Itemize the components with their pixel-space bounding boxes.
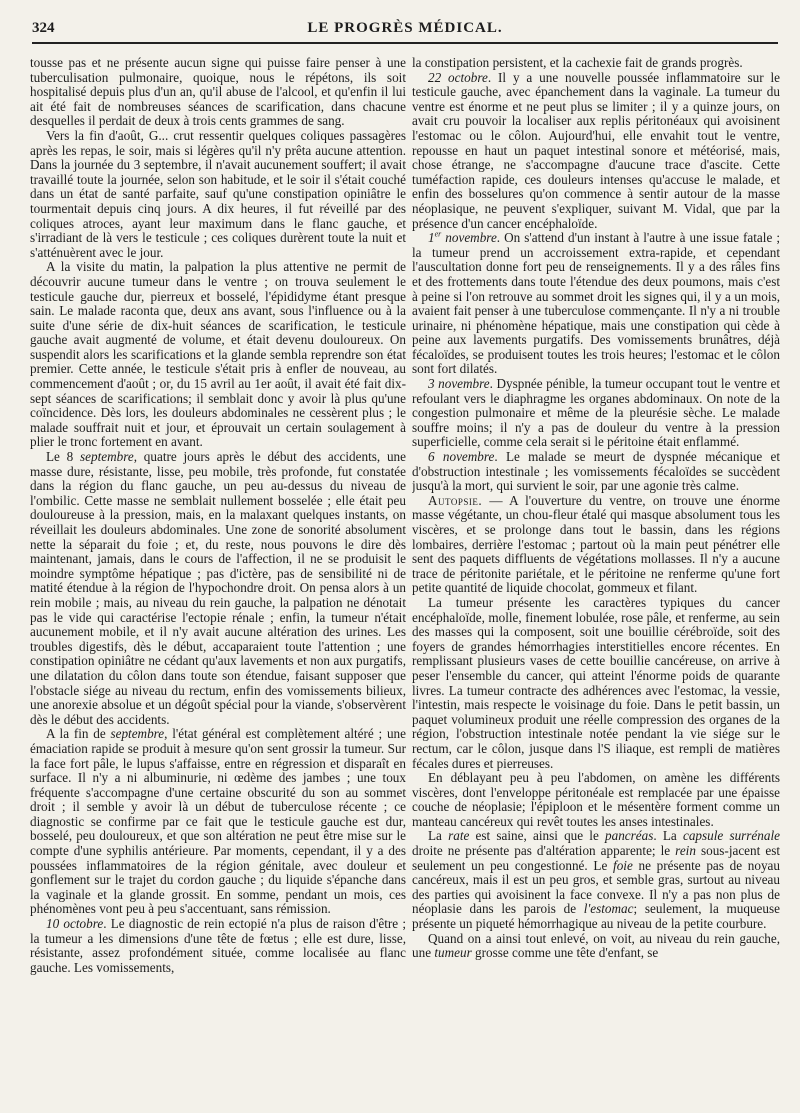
date-label — [428, 230, 497, 245]
organ-term: pancréas — [605, 828, 654, 844]
organ-term: tumeur — [434, 945, 472, 961]
paragraph: la constipation persistent, et la cachexie fait de grands progrès. — [412, 56, 743, 70]
text-run: . Il y a une nouvelle poussée inflammatoire sur le testicule gauche, avec épanchement dans la vaginale. La tumeur du ventre est énorme et ne peut plus se limiter ; il y a quinze jours, on avait cru pouvoir la localiser aux replis péritonéaux qui avoisinent l'estomac ou le côlon. Aujourd'hui, elle envahit tout le ventre, repousse en haut un paquet intestinal sonore et météorisé, mais, chose étrange, ne s'accompagne d'aucune trace d'ascite. Cette tuméfaction rapide, ces douleurs intenses qu'accuse le malade, et enfin des bosselures qu'on commence à sentir autour de la masse néoplasique, ne peuvent s'expliquer, suivant M. Vidal, que par la présence d'un cancer encéphaloïde. — [412, 69, 780, 231]
date-day: 1 — [428, 230, 435, 246]
organ-term: foie — [613, 857, 633, 873]
left-column — [30, 56, 406, 1091]
text-run: Quand on a ainsi tout enlevé, on voit, au niveau du rein gauche, une — [412, 930, 780, 961]
right-column — [412, 56, 780, 1091]
text-run: sous-jacent est seulement un peu congestionné. Le — [412, 843, 780, 873]
date-month: novembre — [441, 230, 497, 246]
ordinal-suffix: er — [434, 229, 442, 239]
paragraph: A la visite du matin, la palpation la plus attentive ne permit de découvrir aucune tumeur dans le ventre ; on trouva seulement le testicule gauche dur, pierreux et bosselé, l'épididyme étant presque sain. Le malade raconta que, deux ans avant, sous l'influence ou à la suite d'une série de dix-huit séances de scarification, le testicule gauche avait augmenté de volume, et était devenu douloureux. On suspendit alors les scarifications et la glande sembla reprendre son état premier. Cette année, le testicule s'était pris à enfler de nouveau, au commencement d'août ; or, du 15 avril au 1er août, il avait été fait dix-sept séances de scarifications; il semblait donc y avoir là plus qu'une coïncidence. Dès lors, les douleurs abdominales ne cessèrent plus ; le malade souffrait nuit et jour, et éprouvait un certain soulagement à plier le tronc fortement en avant. — [30, 259, 406, 450]
paragraph: Vers la fin d'août, G... crut ressentir quelques coliques passagères après les repas, le soir, mais si légères qu'il n'y prêta aucune attention. Dans la journée du 3 septembre, il n'avait aucunement souffert; il avait travaillé toute la journée, selon son habitude, et le soir il s'était couché dans un état de santé parfaite, sauf qu'une constipation opiniâtre le tourmentait depuis cinq jours. A dix heures, il fut réveillé par des coliques atroces, ayant leur maximum dans le flanc gauche, et s'irradiant de là vers le testicule ; ces coliques durèrent toute la nuit et s'atténuèrent avec le jour. — [30, 127, 406, 260]
paragraph — [412, 932, 780, 961]
journal-title: LE PROGRÈS MÉDICAL. — [307, 20, 503, 36]
paragraph — [412, 450, 780, 494]
text-run: droite ne présente pas d'altération apparente; le — [412, 843, 676, 859]
text-run: ne présente pas de noyau cancéreux, mais il est un peu gros, et semble gras, surtout au niveau des parties qui avoisinent la face convexe. Il n'y a pas non plus de néoplasie dans les parois de — [412, 857, 780, 917]
organ-term: capsule surrénale — [682, 828, 780, 844]
date-label: septembre — [110, 726, 165, 742]
organ-term: rein — [675, 843, 696, 859]
text-run: . Le diagnostic de rein ectopié n'a plus de raison d'être ; la tumeur a les dimensions d'une tête de fœtus ; elle est dure, lisse, résistante, assez profondément située, comme localisée au flanc gauche. Les vomissements, — [30, 916, 406, 975]
text-run: Le 8 — [46, 449, 81, 465]
organ-term: l'estomac — [583, 901, 634, 917]
text-run: La — [428, 828, 449, 844]
text-run: . On s'attend d'un instant à l'autre à une issue fatale ; la tumeur prend un accroissement extra-rapide, et cependant l'auscultation donne fort peu de renseignements. Il y a des râles fins et des frottements dans toute l'étendue des deux poumons, mais c'est à peine si l'on retrouve au sommet droit les signes qui, il y a un mois, avaient fait penser à une tuberculose commençante. Il n'y a ni trouble urinaire, ni phénomène hépatique, mais une constipation qui cède à peine aux lavements purgatifs. Des vomissements brunâtres, déjà fécaloïdes, se produisent toutes les trois heures; l'estomac et le côlon sont fort dilatés. — [412, 230, 780, 377]
paragraph: La tumeur présente les caractères typiques du cancer encéphaloïde, molle, finement lobulée, rose pâle, et renferme, au sein des masses qui la composent, soit une bouillie cérébroïde, soit des foyers de grandes hémorrhagies interstitielles encore récentes. En remplissant plusieurs vases de cette bouillie cancéreuse, on arrive à peser l'ensemble du cancer, qui atteint l'énorme poids de quarante livres. La tumeur contracte des adhérences avec l'estomac, la vessie, l'intestin, mais respecte le voisinage du foie. Dans le petit bassin, un paquet volumineux produit une réelle compression des organes de la région, l'obstruction intestinale notée pendant la vie siége sur le rectum, car le côlon, jusque dans l'S iliaque, est rempli de matières fécales dures et pierreuses. — [412, 594, 780, 771]
paragraph: En déblayant peu à peu l'abdomen, on amène les différents viscères, dont l'enveloppe péritonéale est remplacée par une épaisse couche de néoplasie; l'épiploon et le mésentère forment comme un manteau cancéreux qui revêt toutes les anses intestinales. — [412, 770, 780, 829]
text-run: ; seulement, la muqueuse présente un piqueté hémorrhagique au niveau de la petite courbure. — [412, 901, 780, 932]
date-label: 3 novembre — [428, 376, 490, 392]
page-number: 324 — [32, 20, 55, 36]
text-run: est saine, ainsi que le — [469, 828, 606, 844]
paragraph — [412, 494, 780, 596]
text-run: A la fin de — [46, 726, 111, 742]
paragraph — [412, 231, 780, 377]
organ-term: rate — [448, 828, 470, 844]
paragraph — [412, 829, 780, 931]
date-label: septembre — [80, 449, 134, 465]
paragraph — [30, 727, 406, 917]
paragraph — [30, 450, 406, 727]
text-run: , l'état général est complètement altéré ; une émaciation rapide se produit à mesure qu'on sent grossir la tumeur. Sur la face fort pâle, le lupus s'affaisse, entre en régression et disparaît en surface. Il n'y a ni albuminurie, ni œdème des jambes ; une toux fréquente s'accompagne d'une certaine obscurité du son au sommet droit ; il semble y avoir là un début de tuberculose récente ; ce diagnostic se confirme par ce fait que le testicule gauche est dur, bosselé, peu douloureux, et que son altération ne peut être mise sur le compte d'une syphilis antérieure. Par moments, cependant, il y a des poussées inflammatoires de la région génitale, avec douleur et gonflement sur le trajet du cordon gauche ; du liquide s'épanche dans la vaginale et la glande grossit. En somme, pendant un mois, ces phénomènes vont peu à peu s'accentuant, sans rémission. — [30, 726, 406, 917]
date-label: 10 octobre — [46, 916, 104, 932]
paragraph — [412, 377, 780, 450]
date-label: 22 octobre — [428, 69, 488, 85]
date-label: 6 novembre — [428, 449, 495, 465]
section-label-autopsie: Autopsie. — [428, 492, 483, 508]
text-run: . Le malade se meurt de dyspnée mécanique et d'obstruction intestinale ; les vomissements fécaloïdes se succèdent jusqu'à la mort, qui survient le soir, par une agonie très calme. — [412, 449, 780, 494]
text-run: — A l'ouverture du ventre, on trouve une énorme masse végétante, un chou-fleur étalé qui masque absolument tous les viscères, et se prolonge dans tout le bassin, dans les régions lombaires, derrière l'estomac ; partout où la main peut pénétrer elle sent des paquets diffluents de végétations mollasses. Il n'y a aucune trace de péritonite pariétale, et le péritoine ne renferme qu'une fort petite quantité de liquide chocolat, gommeux et filant. — [412, 492, 780, 596]
text-run: grosse comme une tête d'enfant, se — [471, 945, 659, 961]
paragraph — [412, 71, 780, 232]
text-run: . La — [653, 828, 683, 844]
text-run: , quatre jours après le début des accidents, une masse dure, résistante, lisse, peu mobile, très profonde, fut constatée dans la région du flanc gauche, un peu au-dessus du niveau de l'ombilic. Cette masse ne semblait nullement bosselée ; elle était peu douloureuse à la pression, mais, en la malaxant quelques instants, on réveillait les douleurs abdominales. Une zone de sonorité absolument nette la séparait du foie ; et, du reste, nous pouvons le dire dès maintenant, jamais, dans le cours de l'affection, il ne se produisit le moindre symptôme hépatique ; pas d'ictère, pas de sensibilité ni de matité étendue à la région de l'hypochondre droit. On pensa alors à un rein mobile ; mais, au niveau du rein gauche, la palpation ne dénotait pas le vide qui caractérise l'ectopie rénale ; enfin, la tumeur n'était aucunement mobile, et il n'y avait aucune altération des urines. Les troubles digestifs, dès le début, accaparaient toute l'attention ; une constipation opiniâtre ne cédant qu'aux lavements et non aux purgatifs, une dilatation du côlon dans toute son étendue, faisant supposer que l'obstacle siége au niveau du rectum, enfin des vomissements bilieux, une anorexie absolue et un dégoût spécial pour la viande, s'observèrent dès le début des accidents. — [30, 449, 406, 727]
text-run: . Dyspnée pénible, la tumeur occupant tout le ventre et refoulant vers le diaphragme les organes abdominaux. On note de la congestion pulmonaire et même de la pleurésie sèche. Le malade souffre moins; il n'y a pas de douleur du ventre à la pression superficielle, comme cela serait si le péritoine était enflammé. — [412, 376, 780, 450]
paragraph — [30, 917, 406, 975]
running-header — [32, 20, 778, 44]
paragraph: tousse pas et ne présente aucun signe qui puisse faire penser à une tuberculisation pulmonaire, quoique, nous le répétons, ils soit hospitalisé depuis plus d'un an, qu'il abuse de l'alcool, et qu'enfin il lui ait été fait de nombreuses séances de scarification, dans chacune desquelles il perdait de deux à trois cents grammes de sang. — [30, 56, 406, 129]
